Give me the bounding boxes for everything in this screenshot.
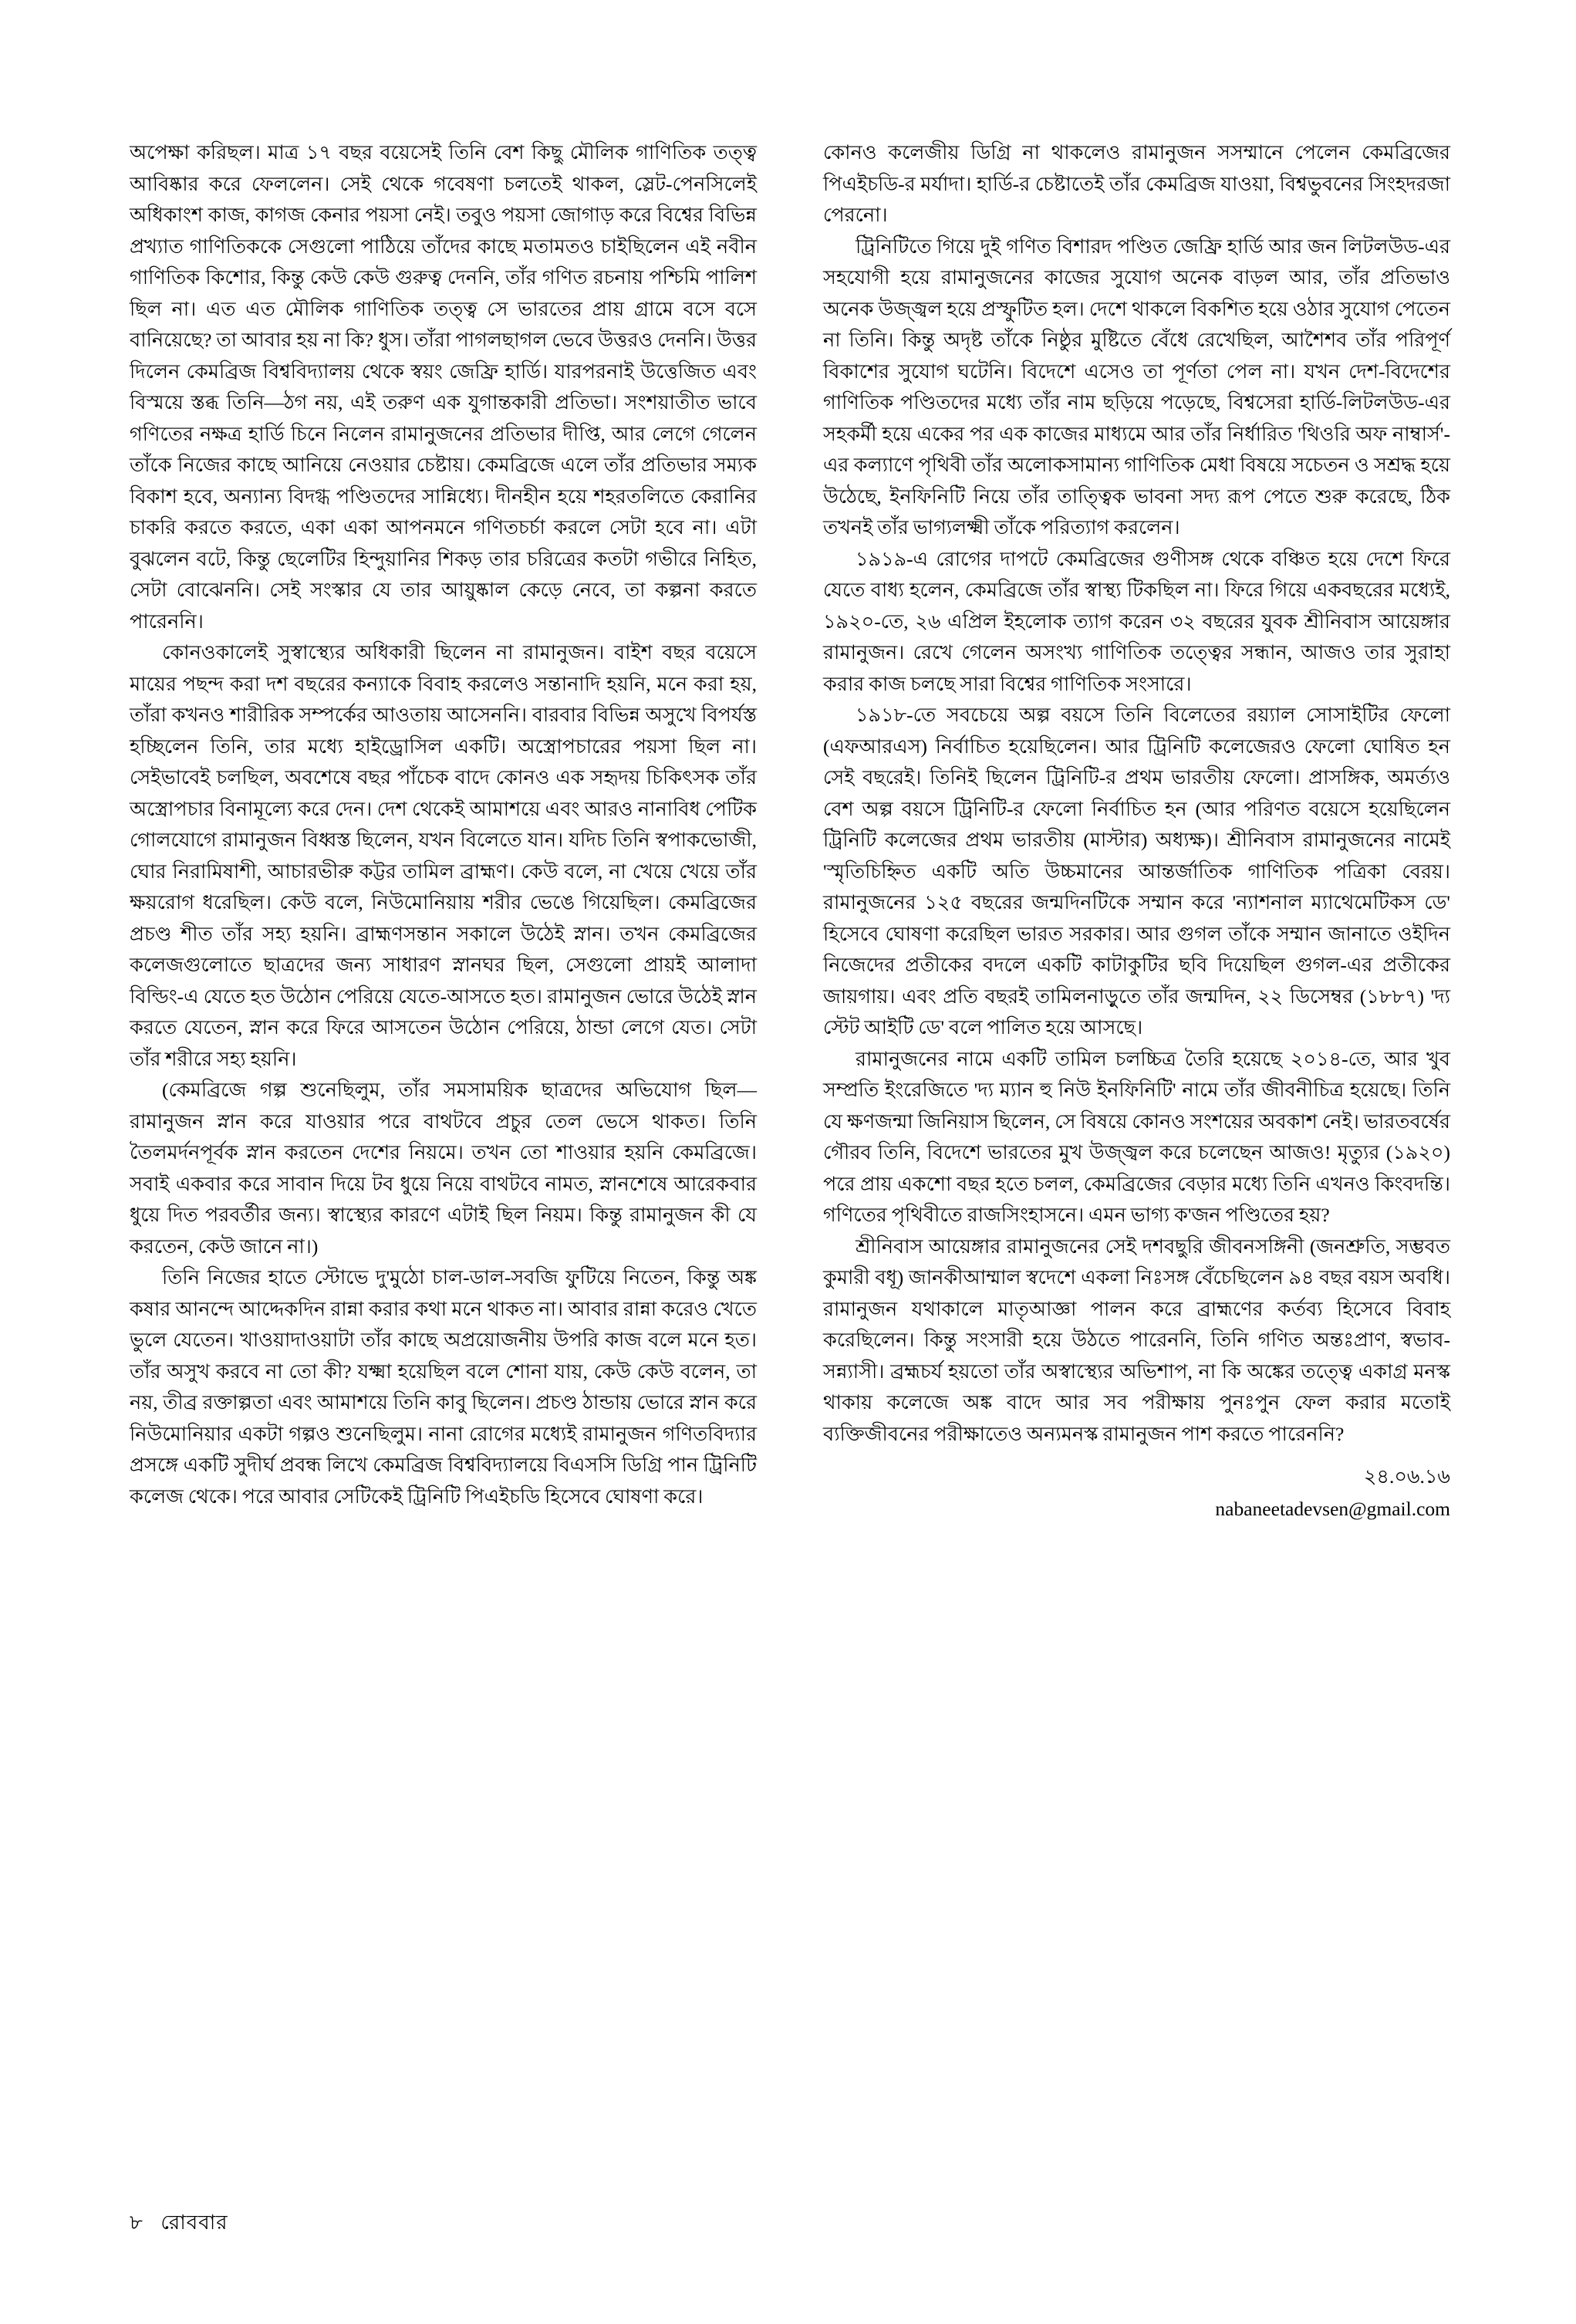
paragraph: তিনি নিজের হাতে স্টোভে দু'মুঠো চাল-ডাল-সবজি ফুটিয়ে নিতেন, কিন্তু অঙ্ক কষার আনন্দে আদ্দেকদিন রান্না করার কথা মনে থাকত না। আবার রান্না করেও খেতে ভুলে যেতেন। খাওয়াদাওয়াটা তাঁর কাছে অপ্রয়োজনীয় উপরি কাজ বলে মনে হত। তাঁর অসুখ করবে না তো কী? যক্ষ্মা হয়েছিল বলে শোনা যায়, কেউ কেউ বলেন, তা নয়, তীব্র রক্তাল্পতা এবং আমাশয়ে তিনি কাবু ছিলেন। প্রচণ্ড ঠান্ডায় ভোরে স্নান করে নিউমোনিয়ার একটা গল্পও শুনেছিলুম। নানা রোগের মধ্যেই রামানুজন গণিতবিদ্যার প্রসঙ্গে একটি সুদীর্ঘ প্রবন্ধ লিখে কেমব্রিজ বিশ্ববিদ্যালয়ে বিএসসি ডিগ্রি পান ট্রিনিটি কলেজ থেকে। পরে আবার সেটিকেই ট্রিনিটি পিএইচডি হিসেবে ঘোষণা করে।: [130, 1266, 757, 1508]
two-column-body: [130, 137, 1450, 1525]
paragraph: ট্রিনিটিতে গিয়ে দুই গণিত বিশারদ পণ্ডিত জেফ্রি হার্ডি আর জন লিটলউড-এর সহযোগী হয়ে রামানুজনের কাজের সুযোগ অনেক বাড়ল আর, তাঁর প্রতিভাও অনেক উজ্জ্বল হয়ে প্রস্ফুটিত হল। দেশে থাকলে বিকশিত হয়ে ওঠার সুযোগ পেতেন না তিনি। কিন্তু অদৃষ্ট তাঁকে নিষ্ঠুর মুষ্টিতে বেঁধে রেখেছিল, আশৈশব তাঁর পরিপূর্ণ বিকাশের সুযোগ ঘটেনি। বিদেশে এসেও তা পূর্ণতা পেল না। যখন দেশ-বিদেশের গাণিতিক পণ্ডিতদের মধ্যে তাঁর নাম ছড়িয়ে পড়েছে, বিশ্বসেরা হার্ডি-লিটলউড-এর সহকর্মী হয়ে একের পর এক কাজের মাধ্যমে আর তাঁর নির্ধারিত 'থিওরি অফ নাম্বার্স'-এর কল্যাণে পৃথিবী তাঁর অলোকসামান্য গাণিতিক মেধা বিষয়ে সচেতন ও সশ্রদ্ধ হয়ে উঠেছে, ইনফিনিটি নিয়ে তাঁর তাত্ত্বিক ভাবনা সদ্য রূপ পেতে শুরু করেছে, ঠিক তখনই তাঁর ভাগ্যলক্ষ্মী তাঁকে পরিত্যাগ করলেন।: [823, 235, 1450, 539]
footer-publication-name: রোববার: [160, 2211, 228, 2234]
paragraph: কোনওকালেই সুস্বাস্থ্যের অধিকারী ছিলেন না রামানুজন। বাইশ বছর বয়েসে মায়ের পছন্দ করা দশ বছরের কন্যাকে বিবাহ করলেও সন্তানাদি হয়নি, মনে করা হয়, তাঁরা কখনও শারীরিক সম্পর্কের আওতায় আসেননি। বারবার বিভিন্ন অসুখে বিপর্যস্ত হচ্ছিলেন তিনি, তার মধ্যে হাইড্রোসিল একটি। অস্ত্রোপচারের পয়সা ছিল না। সেইভাবেই চলছিল, অবশেষে বছর পাঁচেক বাদে কোনও এক সহৃদয় চিকিৎসক তাঁর অস্ত্রোপচার বিনামূল্যে করে দেন। দেশ থেকেই আমাশয়ে এবং আরও নানাবিধ পেটিক গোলযোগে রামানুজন বিধ্বস্ত ছিলেন, যখন বিলেতে যান। যদিচ তিনি স্বপাকভোজী, ঘোর নিরামিষাশী, আচারভীরু কট্টর তামিল ব্রাহ্মণ। কেউ বলে, না খেয়ে খেয়ে তাঁর ক্ষয়রোগ ধরেছিল। কেউ বলে, নিউমোনিয়ায় শরীর ভেঙে গিয়েছিল। কেমব্রিজের প্রচণ্ড শীত তাঁর সহ্য হয়নি। ব্রাহ্মণসন্তান সকালে উঠেই স্নান। তখন কেমব্রিজের কলেজগুলোতে ছাত্রদের জন্য সাধারণ স্নানঘর ছিল, সেগুলো প্রায়ই আলাদা বিল্ডিং-এ যেতে হত উঠোন পেরিয়ে যেতে-আসতে হত। রামানুজন ভোরে উঠেই স্নান করতে যেতেন, স্নান করে ফিরে আসতেন উঠোন পেরিয়ে, ঠান্ডা লেগে যেত। সেটা তাঁর শরীরে সহ্য হয়নি।: [130, 641, 757, 1070]
paragraph: ১৯১৮-তে সবচেয়ে অল্প বয়সে তিনি বিলেতের রয়্যাল সোসাইটির ফেলো (এফআরএস) নির্বাচিত হয়েছিলেন। আর ট্রিনিটি কলেজেরও ফেলো ঘোষিত হন সেই বছরেই। তিনিই ছিলেন ট্রিনিটি-র প্রথম ভারতীয় ফেলো। প্রাসঙ্গিক, অমর্ত্যও বেশ অল্প বয়সে ট্রিনিটি-র ফেলো নির্বাচিত হন (আর পরিণত বয়েসে হয়েছিলেন ট্রিনিটি কলেজের প্রথম ভারতীয় (মাস্টার) অধ্যক্ষ)। শ্রীনিবাস রামানুজনের নামেই 'স্মৃতিচিহ্নিত একটি অতি উচ্চমানের আন্তর্জাতিক গাণিতিক পত্রিকা বেরয়। রামানুজনের ১২৫ বছরের জন্মদিনটিকে সম্মান করে 'ন্যাশনাল ম্যাথেমেটিকস ডে' হিসেবে ঘোষণা করেছিল ভারত সরকার। আর গুগল তাঁকে সম্মান জানাতে ওইদিন নিজেদের প্রতীকের বদলে একটি কাটাকুটির ছবি দিয়েছিল গুগল-এর প্রতীকের জায়গায়। এবং প্রতি বছরই তামিলনাড়ুতে তাঁর জন্মদিন, ২২ ডিসেম্বর (১৮৮৭) 'দ্য স্টেট আইটি ডে' বলে পালিত হয়ে আসছে।: [823, 704, 1450, 1039]
paragraph: ১৯১৯-এ রোগের দাপটে কেমব্রিজের গুণীসঙ্গ থেকে বঞ্চিত হয়ে দেশে ফিরে যেতে বাধ্য হলেন, কেমব্রিজে তাঁর স্বাস্থ্য টিকছিল না। ফিরে গিয়ে একবছরের মধ্যেই, ১৯২০-তে, ২৬ এপ্রিল ইহলোক ত্যাগ করেন ৩২ বছরের যুবক শ্রীনিবাস আয়েঙ্গার রামানুজন। রেখে গেলেন অসংখ্য গাণিতিক তত্ত্বের সন্ধান, আজও তার সুরাহা করার কাজ চলছে সারা বিশ্বের গাণিতিক সংসারে।: [823, 547, 1450, 695]
paragraph: অপেক্ষা করিছল। মাত্র ১৭ বছর বয়েসেই তিনি বেশ কিছু মৌলিক গাণিতিক তত্ত্ব আবিষ্কার করে ফেললেন। সেই থেকে গবেষণা চলতেই থাকল, স্লেট-পেনসিলেই অধিকাংশ কাজ, কাগজ কেনার পয়সা নেই। তবুও পয়সা জোগাড় করে বিশ্বের বিভিন্ন প্রখ্যাত গাণিতিককে সেগুলো পাঠিয়ে তাঁদের কাছে মতামতও চাইছিলেন এই নবীন গাণিতিক কিশোর, কিন্তু কেউ কেউ গুরুত্ব দেননি, তাঁর গণিত রচনায় পশ্চিমি পালিশ ছিল না। এত এত মৌলিক গাণিতিক তত্ত্ব সে ভারতের প্রায় গ্রামে বসে বসে বানিয়েছে? তা আবার হয় না কি? ধুস। তাঁরা পাগলছাগল ভেবে উত্তরও দেননি। উত্তর দিলেন কেমব্রিজ বিশ্ববিদ্যালয় থেকে স্বয়ং জেফ্রি হার্ডি। যারপরনাই উত্তেজিত এবং বিস্ময়ে স্তব্ধ তিনি—ঠগ নয়, এই তরুণ এক যুগান্তকারী প্রতিভা। সংশয়াতীত ভাবে গণিতের নক্ষত্র হার্ডি চিনে নিলেন রামানুজনের প্রতিভার দীপ্তি, আর লেগে গেলেন তাঁকে নিজের কাছে আনিয়ে নেওয়ার চেষ্টায়। কেমব্রিজে এলে তাঁর প্রতিভার সম্যক বিকাশ হবে, অন্যান্য বিদগ্ধ পণ্ডিতদের সান্নিধ্যে। দীনহীন হয়ে শহরতলিতে কেরানির চাকরি করতে করতে, একা একা আপনমনে গণিতচর্চা করলে সেটা হবে না। এটা বুঝলেন বটে, কিন্তু ছেলেটির হিন্দুয়ানির শিকড় তার চরিত্রের কতটা গভীরে নিহিত, সেটা বোঝেননি। সেই সংস্কার যে তার আয়ুষ্কাল কেড়ে নেবে, তা কল্পনা করতে পারেননি।: [130, 141, 757, 633]
paragraph: কোনও কলেজীয় ডিগ্রি না থাকলেও রামানুজন সসম্মানে পেলেন কেমব্রিজের পিএইচডি-র মর্যাদা। হার্ডি-র চেষ্টাতেই তাঁর কেমব্রিজ যাওয়া, বিশ্বভুবনের সিংহদরজা পেরনো।: [823, 141, 1450, 226]
paragraph: শ্রীনিবাস আয়েঙ্গার রামানুজনের সেই দশবছুরি জীবনসঙ্গিনী (জনশ্রুতি, সম্ভবত কুমারী বধূ) জানকীআম্মাল স্বদেশে একলা নিঃসঙ্গ বেঁচেছিলেন ৯৪ বছর বয়স অবধি। রামানুজন যথাকালে মাতৃআজ্ঞা পালন করে ব্রাহ্মণের কর্তব্য হিসেবে বিবাহ করেছিলেন। কিন্তু সংসারী হয়ে উঠতে পারেননি, তিনি গণিত অন্তঃপ্রাণ, স্বভাব-সন্ন্যাসী। ব্রহ্মচর্য হয়তো তাঁর অস্বাস্থ্যের অভিশাপ, না কি অঙ্কের তত্ত্বে একাগ্র মনস্ক থাকায় কলেজে অঙ্ক বাদে আর সব পরীক্ষায় পুনঃপুন ফেল করার মতোই ব্যক্তিজীবনের পরীক্ষাতেও অন্যমনস্ক রামানুজন পাশ করতে পারেননি?: [823, 1235, 1450, 1445]
paragraph: (কেমব্রিজে গল্প শুনেছিলুম, তাঁর সমসাময়িক ছাত্রদের অভিযোগ ছিল—রামানুজন স্নান করে যাওয়ার পরে বাথটবে প্রচুর তেল ভেসে থাকত। তিনি তৈলমর্দনপূর্বক স্নান করতেন দেশের নিয়মে। তখন তো শাওয়ার হয়নি কেমব্রিজে। সবাই একবার করে সাবান দিয়ে টব ধুয়ে নিয়ে বাথটবে নামত, স্নানশেষে আরেকবার ধুয়ে দিত পরবর্তীর জন্য। স্বাস্থ্যের কারণে এটাই ছিল নিয়ম। কিন্তু রামানুজন কী যে করতেন, কেউ জানে না।): [130, 1079, 757, 1258]
paragraph: রামানুজনের নামে একটি তামিল চলচ্চিত্র তৈরি হয়েছে ২০১৪-তে, আর খুব সম্প্রতি ইংরেজিতে 'দ্য ম্যান হু নিউ ইনফিনিটি' নামে তাঁর জীবনীচিত্র হয়েছে। তিনি যে ক্ষণজন্মা জিনিয়াস ছিলেন, সে বিষয়ে কোনও সংশয়ের অবকাশ নেই। ভারতবর্ষের গৌরব তিনি, বিদেশে ভারতের মুখ উজ্জ্বল করে চলেছেন আজও! মৃত্যুর (১৯২০) পরে প্রায় একশো বছর হতে চলল, কেমব্রিজের বেড়ার মধ্যে তিনি এখনও কিংবদন্তি। গণিতের পৃথিবীতে রাজসিংহাসনে। এমন ভাগ্য ক'জন পণ্ডিতের হয়?: [823, 1047, 1450, 1226]
signature-email: nabaneetadevsen@gmail.com: [1215, 1498, 1450, 1520]
page-footer: [130, 2210, 228, 2236]
signature-date: ২৪.০৬.১৬: [1363, 1465, 1450, 1488]
right-column: [823, 137, 1450, 1525]
footer-page-number: ৮: [130, 2211, 143, 2234]
author-signature: [823, 1461, 1450, 1525]
left-column: [130, 137, 757, 1512]
